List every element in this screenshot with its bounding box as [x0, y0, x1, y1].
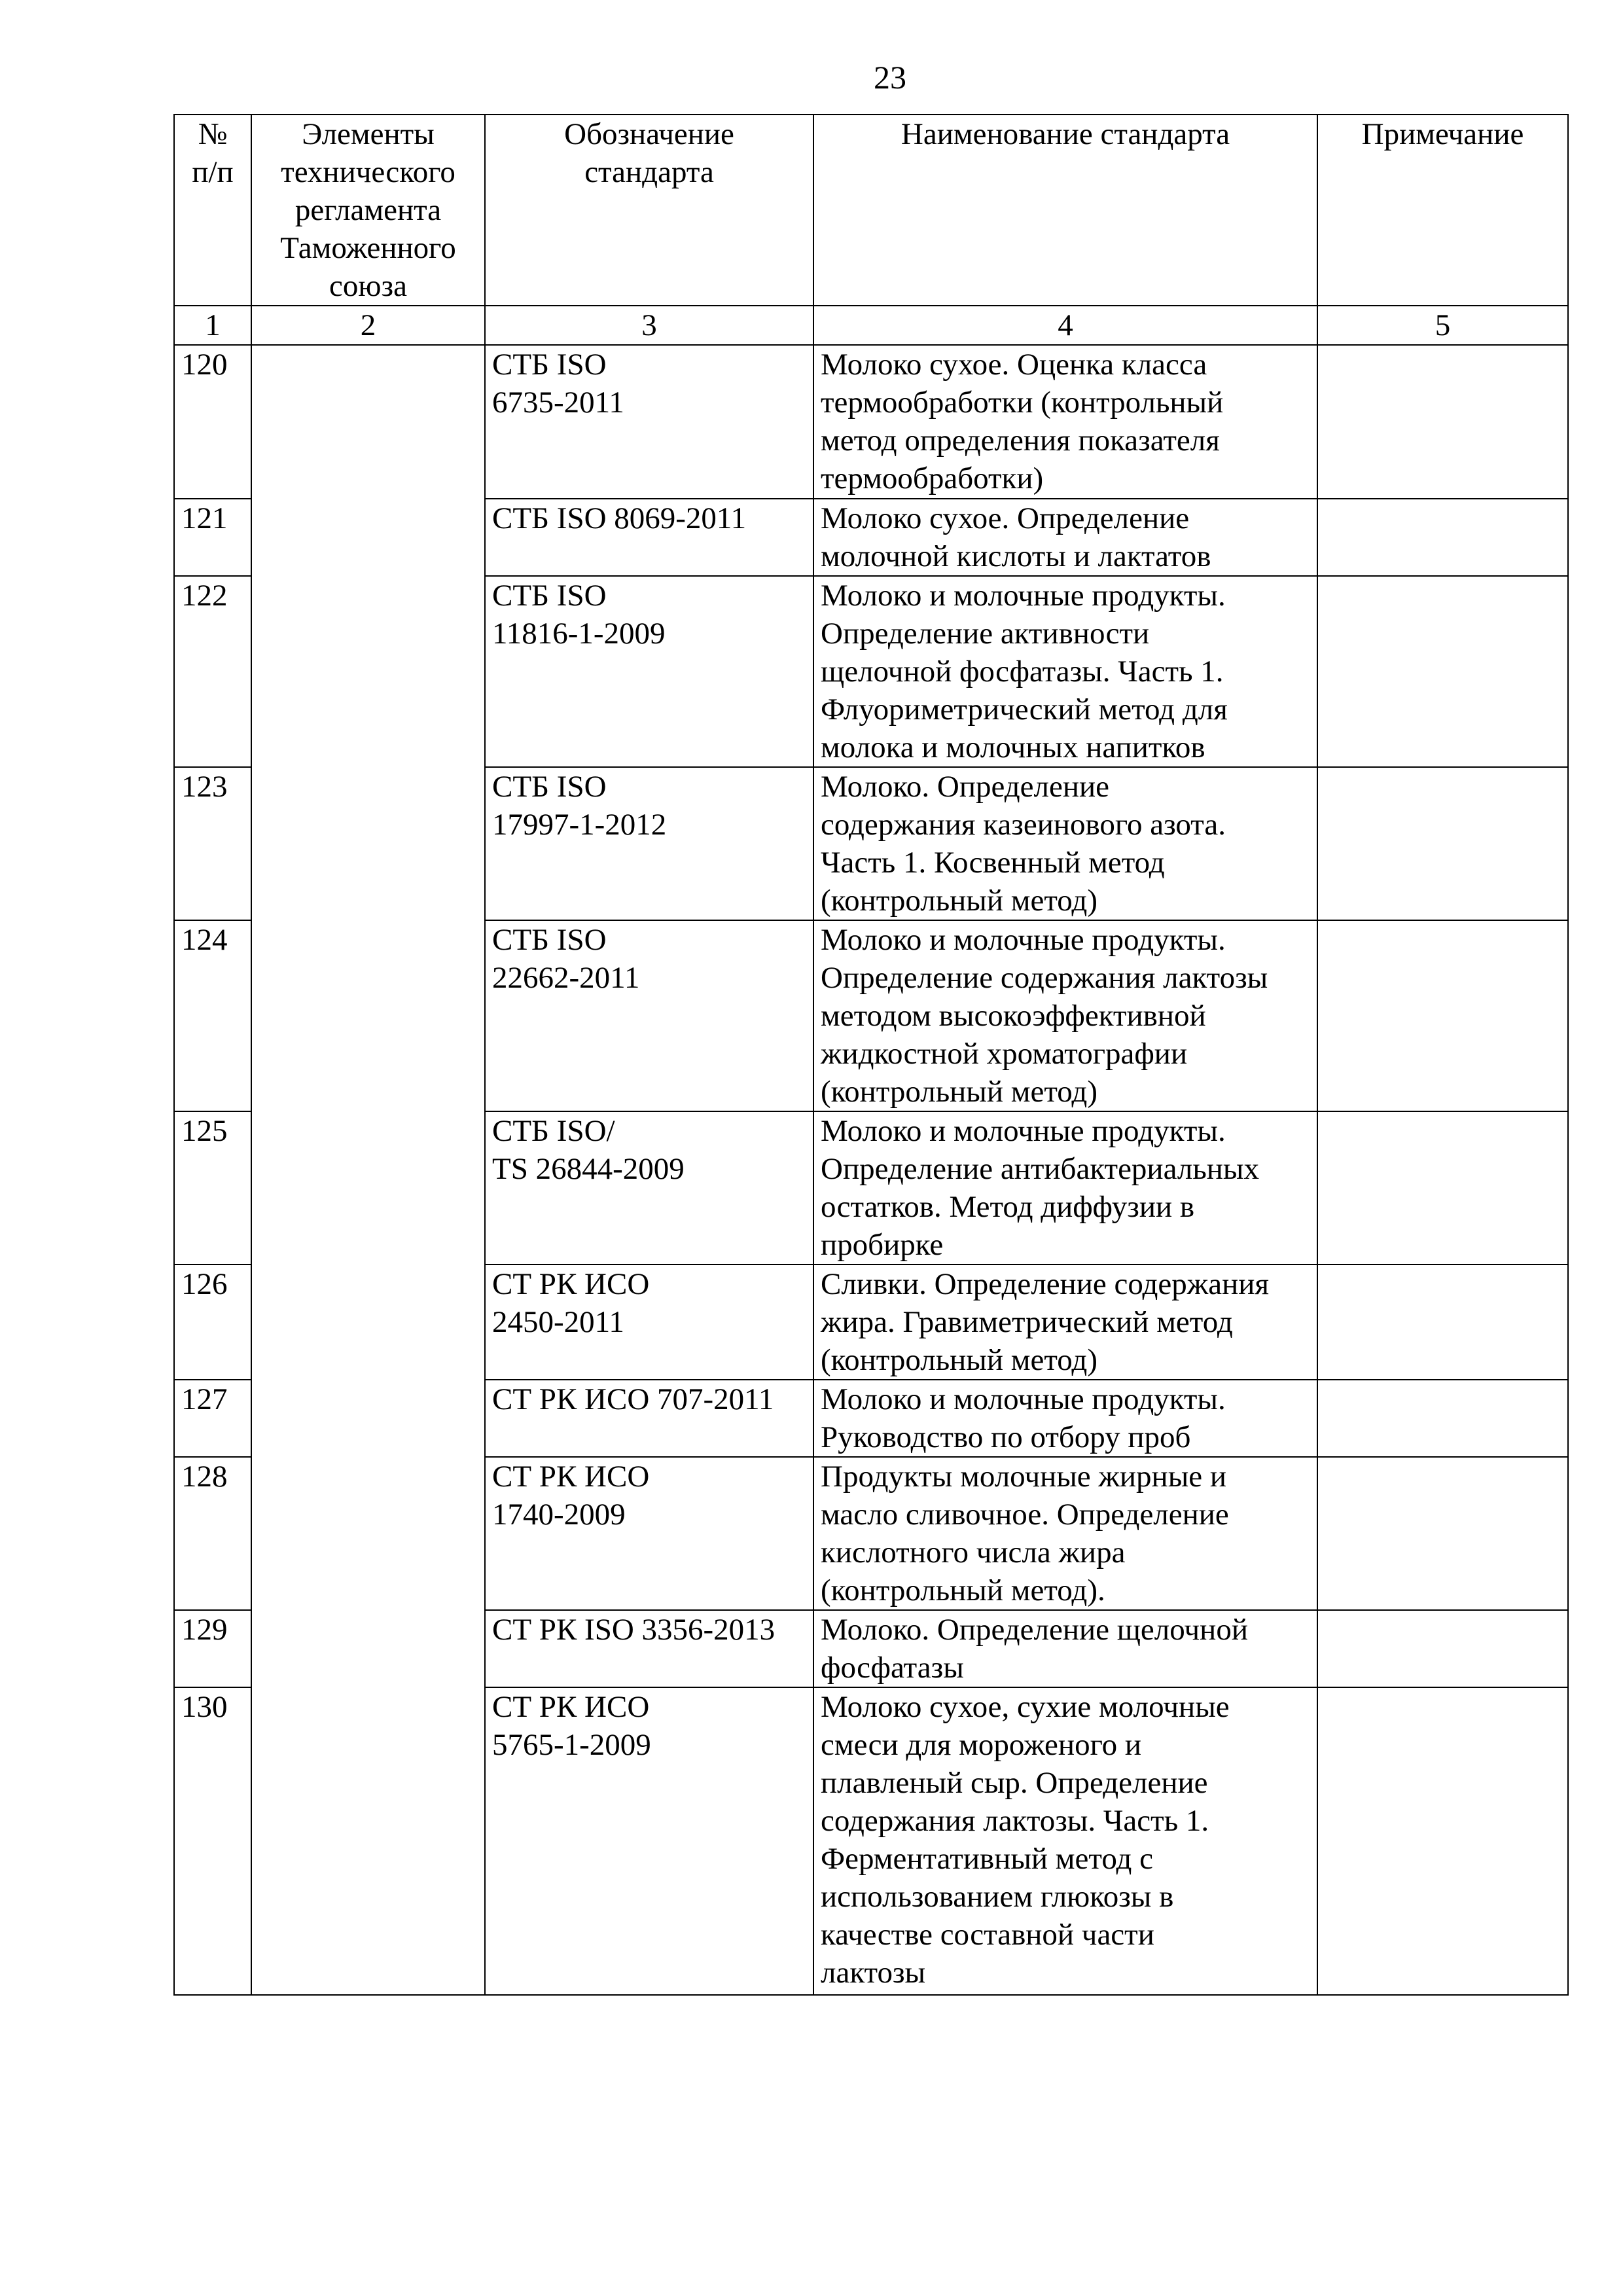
standards-table — [173, 114, 1569, 1996]
row-number: 124 — [174, 920, 251, 1111]
standard-name-line: Молоко сухое, сухие молочные — [821, 1690, 1230, 1724]
standard-name-line: Молоко. Определение щелочной — [821, 1613, 1248, 1647]
standard-designation — [485, 499, 813, 576]
designation-line: СТ РК ISO 3356-2013 — [492, 1613, 776, 1647]
designation-line: СТБ ISO 8069-2011 — [492, 501, 747, 535]
designation-line: 1740-2009 — [492, 1498, 626, 1532]
standard-name-line: Молоко. Определение — [821, 770, 1109, 804]
standard-name-line: термообработки (контрольный — [821, 386, 1224, 420]
note-cell — [1317, 345, 1568, 499]
header-text-line: регламента — [294, 193, 442, 227]
standard-designation — [485, 1380, 813, 1457]
standard-name-line: (контрольный метод). — [821, 1573, 1105, 1607]
designation-line: 11816-1-2009 — [492, 617, 666, 651]
row-number: 120 — [174, 345, 251, 499]
column-number: 5 — [1317, 306, 1568, 345]
row-number: 125 — [174, 1111, 251, 1265]
standard-designation — [485, 1610, 813, 1687]
standard-name-line: Флуориметрический метод для — [821, 692, 1228, 726]
standard-designation — [485, 1265, 813, 1380]
designation-line: СТ РК ИСО — [492, 1690, 650, 1724]
designation-line: СТБ ISO — [492, 348, 607, 382]
standard-name-line: Молоко и молочные продукты. — [821, 579, 1226, 613]
header-text-line: № — [198, 117, 228, 151]
standard-name — [813, 576, 1317, 767]
standard-name-line: метод определения показателя — [821, 423, 1220, 457]
standard-name-line: (контрольный метод) — [821, 884, 1097, 918]
column-number: 4 — [813, 306, 1317, 345]
header-number — [174, 115, 251, 306]
designation-line: СТ РК ИСО — [492, 1460, 650, 1494]
column-number: 1 — [174, 306, 251, 345]
row-number: 121 — [174, 499, 251, 576]
standard-name — [813, 920, 1317, 1111]
standard-name-line: Молоко и молочные продукты. — [821, 1114, 1226, 1148]
header-text-line: Таможенного — [280, 231, 456, 265]
standard-designation — [485, 1457, 813, 1610]
standard-name-line: Ферментативный метод с — [821, 1842, 1154, 1876]
standard-name-line: молока и молочных напитков — [821, 730, 1205, 764]
standard-name-line: кислотного числа жира — [821, 1535, 1126, 1570]
note-cell — [1317, 767, 1568, 920]
row-number: 129 — [174, 1610, 251, 1687]
table-header-row — [174, 115, 1568, 306]
standard-name — [813, 345, 1317, 499]
standard-name — [813, 1610, 1317, 1687]
standard-name-line: (контрольный метод) — [821, 1343, 1097, 1377]
standard-designation — [485, 345, 813, 499]
standard-name-line: Молоко и молочные продукты. — [821, 1382, 1226, 1416]
note-cell — [1317, 499, 1568, 576]
standard-designation — [485, 1111, 813, 1265]
header-text-line: п/п — [192, 155, 234, 189]
standard-name-line: Руководство по отбору проб — [821, 1420, 1191, 1454]
standard-designation — [485, 576, 813, 767]
standard-name-line: Часть 1. Косвенный метод — [821, 846, 1165, 880]
note-cell — [1317, 1610, 1568, 1687]
standard-name-line: термообработки) — [821, 461, 1044, 495]
header-note — [1317, 115, 1568, 306]
designation-line: TS 26844-2009 — [492, 1152, 685, 1186]
header-regulation-elements — [251, 115, 485, 306]
header-text-line: стандарта — [584, 155, 714, 189]
designation-line: 17997-1-2012 — [492, 808, 667, 842]
standard-name-line: плавленый сыр. Определение — [821, 1766, 1208, 1800]
column-number: 3 — [485, 306, 813, 345]
header-text-line: Наименование стандарта — [901, 117, 1230, 151]
table-body — [174, 345, 1568, 1995]
row-number: 126 — [174, 1265, 251, 1380]
standard-name-line: Сливки. Определение содержания — [821, 1267, 1270, 1301]
column-number-row — [174, 306, 1568, 345]
header-text-line: Элементы — [302, 117, 435, 151]
standard-name — [813, 499, 1317, 576]
standard-name-line: щелочной фосфатазы. Часть 1. — [821, 655, 1224, 689]
header-text-line: Обозначение — [564, 117, 734, 151]
standard-name-line: содержания лактозы. Часть 1. — [821, 1804, 1209, 1838]
designation-line: 2450-2011 — [492, 1305, 624, 1339]
standard-name-line: смеси для мороженого и — [821, 1728, 1142, 1762]
row-number: 122 — [174, 576, 251, 767]
standard-name — [813, 1380, 1317, 1457]
standard-name — [813, 1111, 1317, 1265]
standard-name — [813, 1457, 1317, 1610]
note-cell — [1317, 576, 1568, 767]
standard-name-line: лактозы — [821, 1956, 926, 1990]
standard-name-line: масло сливочное. Определение — [821, 1498, 1229, 1532]
table-row — [174, 345, 1568, 499]
designation-line: СТБ ISO — [492, 770, 607, 804]
standard-name-line: жира. Гравиметрический метод — [821, 1305, 1233, 1339]
standard-name-line: Молоко сухое. Определение — [821, 501, 1190, 535]
standard-designation — [485, 1687, 813, 1995]
standard-name-line: содержания казеинового азота. — [821, 808, 1226, 842]
standard-name-line: фосфатазы — [821, 1651, 964, 1685]
row-number: 128 — [174, 1457, 251, 1610]
note-cell — [1317, 1111, 1568, 1265]
row-number: 123 — [174, 767, 251, 920]
note-cell — [1317, 1457, 1568, 1610]
header-text-line: союза — [329, 269, 407, 303]
header-standard-name — [813, 115, 1317, 306]
designation-line: СТБ ISO/ — [492, 1114, 615, 1148]
standard-name-line: молочной кислоты и лактатов — [821, 539, 1211, 573]
designation-line: 5765-1-2009 — [492, 1728, 651, 1762]
standard-name — [813, 767, 1317, 920]
standard-name-line: Молоко и молочные продукты. — [821, 923, 1226, 957]
note-cell — [1317, 1265, 1568, 1380]
standard-designation — [485, 767, 813, 920]
standard-name-line: жидкостной хроматографии — [821, 1037, 1188, 1071]
note-cell — [1317, 1687, 1568, 1995]
standard-name-line: Определение содержания лактозы — [821, 961, 1268, 995]
header-standard-designation — [485, 115, 813, 306]
row-number: 127 — [174, 1380, 251, 1457]
regulation-elements-cell — [251, 345, 485, 1995]
page-number: 23 — [874, 59, 906, 96]
standard-name-line: Продукты молочные жирные и — [821, 1460, 1227, 1494]
standard-name — [813, 1687, 1317, 1995]
row-number: 130 — [174, 1687, 251, 1995]
designation-line: СТ РК ИСО 707-2011 — [492, 1382, 774, 1416]
designation-line: СТБ ISO — [492, 579, 607, 613]
standard-name-line: методом высокоэффективной — [821, 999, 1206, 1033]
standard-name — [813, 1265, 1317, 1380]
header-text-line: технического — [281, 155, 455, 189]
standard-name-line: остатков. Метод диффузии в — [821, 1190, 1195, 1224]
standard-name-line: пробирке — [821, 1228, 944, 1262]
standard-name-line: качестве составной части — [821, 1918, 1154, 1952]
standard-name-line: использованием глюкозы в — [821, 1880, 1174, 1914]
designation-line: 6735-2011 — [492, 386, 624, 420]
note-cell — [1317, 920, 1568, 1111]
standard-name-line: (контрольный метод) — [821, 1075, 1097, 1109]
standard-designation — [485, 920, 813, 1111]
note-cell — [1317, 1380, 1568, 1457]
standard-name-line: Молоко сухое. Оценка класса — [821, 348, 1207, 382]
designation-line: СТБ ISO — [492, 923, 607, 957]
designation-line: СТ РК ИСО — [492, 1267, 650, 1301]
designation-line: 22662-2011 — [492, 961, 640, 995]
standard-name-line: Определение активности — [821, 617, 1150, 651]
standard-name-line: Определение антибактериальных — [821, 1152, 1259, 1186]
column-number: 2 — [251, 306, 485, 345]
header-text-line: Примечание — [1361, 117, 1524, 151]
